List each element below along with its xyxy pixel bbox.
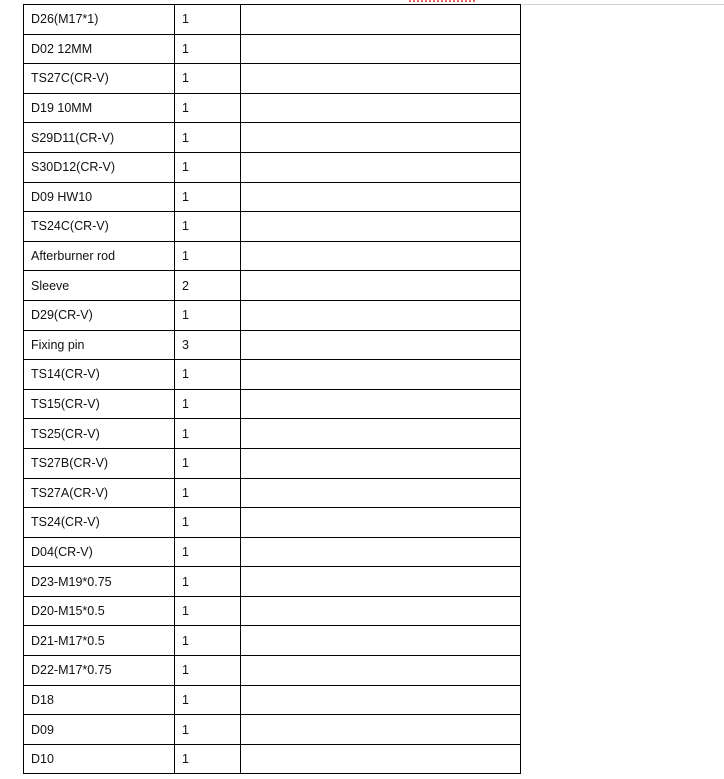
- part-name-cell[interactable]: D29(CR-V): [24, 300, 175, 330]
- quantity-cell[interactable]: 1: [175, 448, 241, 478]
- table-row: [24, 389, 521, 419]
- note-cell[interactable]: [241, 241, 521, 271]
- note-cell[interactable]: [241, 300, 521, 330]
- spellcheck-underline: [408, 0, 476, 3]
- part-name-cell[interactable]: TS15(CR-V): [24, 389, 175, 419]
- quantity-cell[interactable]: 1: [175, 537, 241, 567]
- part-name-cell[interactable]: D26(M17*1): [24, 5, 175, 35]
- note-cell[interactable]: [241, 93, 521, 123]
- quantity-cell[interactable]: 1: [175, 182, 241, 212]
- quantity-cell[interactable]: 1: [175, 241, 241, 271]
- table-row: [24, 537, 521, 567]
- note-cell[interactable]: [241, 360, 521, 390]
- table-row: [24, 241, 521, 271]
- note-cell[interactable]: [241, 212, 521, 242]
- note-cell[interactable]: [241, 537, 521, 567]
- note-cell[interactable]: [241, 123, 521, 153]
- table-row: [24, 360, 521, 390]
- quantity-cell[interactable]: 1: [175, 685, 241, 715]
- part-name-cell[interactable]: Sleeve: [24, 271, 175, 301]
- quantity-cell[interactable]: 1: [175, 34, 241, 64]
- quantity-cell[interactable]: 1: [175, 567, 241, 597]
- part-name-cell[interactable]: D10: [24, 744, 175, 774]
- quantity-cell[interactable]: 1: [175, 300, 241, 330]
- part-name-cell[interactable]: D18: [24, 685, 175, 715]
- note-cell[interactable]: [241, 152, 521, 182]
- note-cell[interactable]: [241, 715, 521, 745]
- note-cell[interactable]: [241, 34, 521, 64]
- quantity-cell[interactable]: 1: [175, 389, 241, 419]
- part-name-cell[interactable]: D19 10MM: [24, 93, 175, 123]
- part-name-cell[interactable]: TS14(CR-V): [24, 360, 175, 390]
- table-row: [24, 478, 521, 508]
- note-cell[interactable]: [241, 508, 521, 538]
- quantity-cell[interactable]: 1: [175, 152, 241, 182]
- quantity-cell[interactable]: 1: [175, 64, 241, 94]
- table-row: [24, 744, 521, 774]
- note-cell[interactable]: [241, 626, 521, 656]
- table-row: [24, 448, 521, 478]
- part-name-cell[interactable]: TS24C(CR-V): [24, 212, 175, 242]
- table-row: [24, 152, 521, 182]
- part-name-cell[interactable]: S29D11(CR-V): [24, 123, 175, 153]
- quantity-cell[interactable]: 1: [175, 508, 241, 538]
- quantity-cell[interactable]: 1: [175, 212, 241, 242]
- part-name-cell[interactable]: D21-M17*0.5: [24, 626, 175, 656]
- table-row: [24, 271, 521, 301]
- note-cell[interactable]: [241, 478, 521, 508]
- table-row: [24, 685, 521, 715]
- table-row: [24, 93, 521, 123]
- part-name-cell[interactable]: Afterburner rod: [24, 241, 175, 271]
- quantity-cell[interactable]: 1: [175, 626, 241, 656]
- part-name-cell[interactable]: TS27C(CR-V): [24, 64, 175, 94]
- quantity-cell[interactable]: 1: [175, 123, 241, 153]
- quantity-cell[interactable]: 1: [175, 360, 241, 390]
- note-cell[interactable]: [241, 448, 521, 478]
- table-row: [24, 64, 521, 94]
- table-row: [24, 715, 521, 745]
- part-name-cell[interactable]: TS27B(CR-V): [24, 448, 175, 478]
- quantity-cell[interactable]: 1: [175, 596, 241, 626]
- parts-table-body: [24, 5, 521, 774]
- note-cell[interactable]: [241, 271, 521, 301]
- table-row: [24, 626, 521, 656]
- part-name-cell[interactable]: TS27A(CR-V): [24, 478, 175, 508]
- note-cell[interactable]: [241, 419, 521, 449]
- part-name-cell[interactable]: TS25(CR-V): [24, 419, 175, 449]
- part-name-cell[interactable]: D09 HW10: [24, 182, 175, 212]
- table-row: [24, 5, 521, 35]
- page-edge-line: [522, 4, 724, 5]
- part-name-cell[interactable]: D04(CR-V): [24, 537, 175, 567]
- note-cell[interactable]: [241, 596, 521, 626]
- part-name-cell[interactable]: S30D12(CR-V): [24, 152, 175, 182]
- note-cell[interactable]: [241, 389, 521, 419]
- table-row: [24, 212, 521, 242]
- table-row: [24, 300, 521, 330]
- parts-table: [23, 4, 521, 774]
- quantity-cell[interactable]: 1: [175, 419, 241, 449]
- note-cell[interactable]: [241, 744, 521, 774]
- quantity-cell[interactable]: 1: [175, 93, 241, 123]
- part-name-cell[interactable]: D22-M17*0.75: [24, 656, 175, 686]
- note-cell[interactable]: [241, 567, 521, 597]
- part-name-cell[interactable]: Fixing pin: [24, 330, 175, 360]
- table-row: [24, 567, 521, 597]
- quantity-cell[interactable]: 2: [175, 271, 241, 301]
- table-row: [24, 656, 521, 686]
- table-row: [24, 330, 521, 360]
- part-name-cell[interactable]: D23-M19*0.75: [24, 567, 175, 597]
- part-name-cell[interactable]: TS24(CR-V): [24, 508, 175, 538]
- part-name-cell[interactable]: D09: [24, 715, 175, 745]
- quantity-cell[interactable]: 1: [175, 478, 241, 508]
- note-cell[interactable]: [241, 685, 521, 715]
- part-name-cell[interactable]: D02 12MM: [24, 34, 175, 64]
- note-cell[interactable]: [241, 330, 521, 360]
- quantity-cell[interactable]: 3: [175, 330, 241, 360]
- note-cell[interactable]: [241, 182, 521, 212]
- quantity-cell[interactable]: 1: [175, 5, 241, 35]
- table-row: [24, 34, 521, 64]
- table-row: [24, 419, 521, 449]
- note-cell[interactable]: [241, 64, 521, 94]
- quantity-cell[interactable]: 1: [175, 656, 241, 686]
- part-name-cell[interactable]: D20-M15*0.5: [24, 596, 175, 626]
- quantity-cell[interactable]: 1: [175, 744, 241, 774]
- quantity-cell[interactable]: 1: [175, 715, 241, 745]
- note-cell[interactable]: [241, 656, 521, 686]
- table-row: [24, 508, 521, 538]
- note-cell[interactable]: [241, 5, 521, 35]
- table-row: [24, 596, 521, 626]
- table-row: [24, 123, 521, 153]
- table-row: [24, 182, 521, 212]
